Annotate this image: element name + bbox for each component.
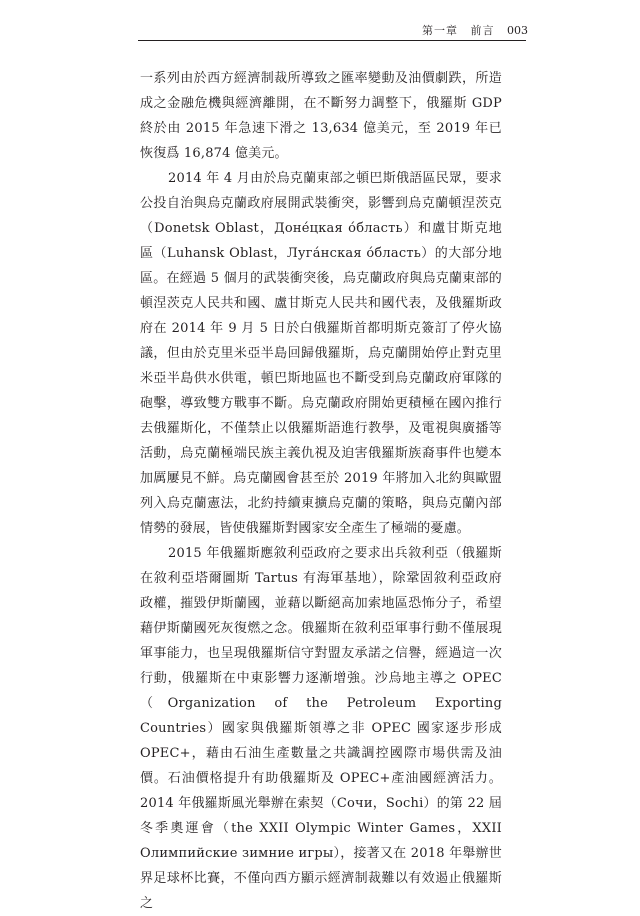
paragraph-3: 2015 年俄羅斯應敘利亞政府之要求出兵敘利亞（俄羅斯在敘利亞塔爾圖斯 Tartus 有海軍基地），除鞏固敘利亞政府政權，摧毀伊斯蘭國，並藉以斷絕高加索地區恐怖分子，希望藉伊斯蘭國死灰復燃之念。俄羅斯在敘利亞軍事行動不僅展現軍事能力，也呈現俄羅斯信守對盟友承諾之信譽，經過這一次行動，俄羅斯在中東影響力逐漸增強。沙烏地主導之 OPEC（Organization of the Petroleum Exporting Countries）國家與俄羅斯領導之非 OPEC 國家逐步形成 OPEC+，藉由石油生產數量之共識調控國際市場供需及油價。石油價格提升有助俄羅斯及 OPEC+產油國經濟活力。2014 年俄羅斯風光舉辦在索契（Сочи，Sochi）的第 22 屆冬季奧運會（the XXII Olympic Winter Games，XXII Олимпийские зимние игры），接著又在 2018 年舉辦世界足球杯比賽，不僅向西方顯示經濟制裁難以有效遏止俄羅斯之: [140, 546, 502, 911]
page-number: 003: [507, 24, 528, 37]
header-rule: [138, 40, 526, 41]
body-text: [140, 66, 502, 916]
paragraph-2: 2014 年 4 月由於烏克蘭東部之頓巴斯俄語區民眾，要求公投自治與烏克蘭政府展開武裝衝突，影響到烏克蘭頓涅茨克（Donetsk Oblast，Доне́цкая о́бласть）和盧甘斯克地區（Luhansk Oblast，Луга́нская о́бласть）的大部分地區。在經過 5 個月的武裝衝突後，烏克蘭政府與烏克蘭東部的頓涅茨克人民共和國、盧甘斯克人民共和國代表，及俄羅斯政府在 2014 年 9 月 5 日於白俄羅斯首都明斯克簽訂了停火協議，但由於克里米亞半島回歸俄羅斯，烏克蘭開始停止對克里米亞半島供水供電，頓巴斯地區也不斷受到烏克蘭政府軍隊的砲擊，導致雙方戰事不斷。烏克蘭政府開始更積極在國內推行去俄羅斯化，不僅禁止以俄羅斯語進行教學，及電視與廣播等活動，烏克蘭極端民族主義仇視及迫害俄羅斯族裔事件也變本加厲屢見不鮮。烏克蘭國會甚至於 2019 年將加入北約與歐盟列入烏克蘭憲法，北約持續東擴烏克蘭的策略，與烏克蘭內部情勢的發展，皆使俄羅斯對國家安全產生了極端的憂慮。: [140, 171, 502, 536]
running-header: [414, 22, 528, 38]
chapter-label: 第一章: [422, 24, 458, 37]
paragraph-1: 一系列由於西方經濟制裁所導致之匯率變動及油價劇跌，所造成之金融危機與經濟離開，在不斷努力調整下，俄羅斯 GDP 終於由 2015 年急速下滑之 13,634 億美元，至 2019 年已恢復爲 16,874 億美元。: [140, 71, 502, 161]
chapter-title: 前言: [470, 24, 495, 37]
